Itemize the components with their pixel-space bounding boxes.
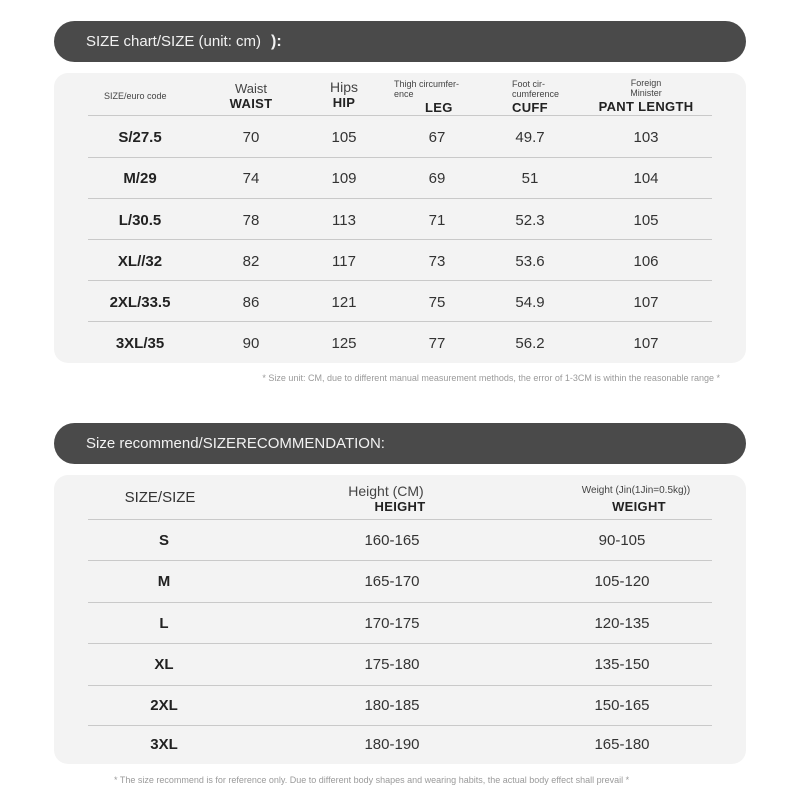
header-height-en: HEIGHT: [374, 499, 426, 514]
row-waist-value: 86: [242, 294, 260, 311]
rec-row-height: 165-170: [364, 573, 420, 590]
row-cuff-value: 49.7: [515, 129, 545, 146]
row-divider: [88, 157, 712, 158]
header-hip-en: HIP: [332, 95, 356, 110]
row-divider: [88, 643, 712, 644]
row-hip-value: 105: [331, 129, 357, 146]
row-length-value: 107: [633, 294, 659, 311]
row-divider: [88, 321, 712, 322]
rec-row-height: 180-190: [364, 736, 420, 753]
header-length-cn2: Minister: [630, 88, 662, 98]
header-cuff: [512, 79, 592, 115]
header-length-cn1: Foreign: [630, 78, 662, 88]
row-hip-value: 121: [331, 294, 357, 311]
row-hip-value: 109: [331, 170, 357, 187]
row-size-label: 3XL/35: [115, 335, 165, 352]
header-leg-en: LEG: [425, 100, 453, 115]
row-size-label: S/27.5: [118, 129, 162, 146]
header-cuff-cn2: cumference: [512, 89, 560, 99]
header-weight-cn: Weight (Jin(1Jin=0.5kg)): [581, 485, 691, 496]
header-height-cn: Height (CM): [348, 483, 424, 499]
rec-row-weight: 105-120: [594, 573, 650, 590]
rec-row-size: 3XL: [150, 736, 178, 753]
row-leg-value: 73: [428, 253, 446, 270]
header-length-en: PANT LENGTH: [598, 99, 694, 114]
rec-row-size: S: [158, 532, 169, 549]
header-leg-cn1: Thigh circumfer-: [394, 79, 460, 89]
rec-row-size: M: [157, 573, 171, 590]
row-size-label: 2XL/33.5: [109, 294, 171, 311]
header-rec-size: SIZE/SIZE: [124, 489, 196, 506]
row-leg-value: 67: [428, 129, 446, 146]
row-divider: [88, 685, 712, 686]
row-size-label: XL//32: [117, 253, 163, 270]
header-hip: [314, 79, 374, 110]
size-recommend-table: [54, 475, 746, 764]
row-cuff-value: 53.6: [515, 253, 545, 270]
header-waist: [221, 81, 281, 111]
rec-row-weight: 90-105: [598, 532, 646, 549]
header-leg: [394, 79, 494, 115]
row-divider: [88, 602, 712, 603]
row-cuff-value: 51: [521, 170, 539, 187]
row-length-value: 106: [633, 253, 659, 270]
row-leg-value: 69: [428, 170, 446, 187]
row-cuff-value: 54.9: [515, 294, 545, 311]
row-length-value: 105: [633, 212, 659, 229]
rec-row-weight: 135-150: [594, 656, 650, 673]
header-waist-en: WAIST: [229, 96, 273, 111]
row-hip-value: 113: [332, 212, 356, 229]
header-height: [336, 483, 436, 514]
row-divider: [88, 239, 712, 240]
size-chart-title: SIZE chart/SIZE (unit: cm): [86, 33, 262, 50]
rec-row-height: 180-185: [364, 697, 420, 714]
row-divider: [88, 198, 712, 199]
row-hip-value: 125: [331, 335, 357, 352]
row-waist-value: 78: [242, 212, 260, 229]
row-waist-value: 90: [242, 335, 260, 352]
header-weight-en: WEIGHT: [612, 499, 666, 514]
row-waist-value: 70: [242, 129, 260, 146]
rec-row-weight: 165-180: [594, 736, 650, 753]
row-divider: [88, 725, 712, 726]
rec-row-height: 175-180: [364, 656, 420, 673]
size-chart-note: * Size unit: CM, due to different manual measurement methods, the error of 1-3CM is within the reasonable range *: [262, 373, 720, 383]
header-hip-cn: Hips: [329, 79, 358, 95]
row-leg-value: 77: [428, 335, 446, 352]
row-divider: [88, 280, 712, 281]
row-leg-value: 75: [428, 294, 446, 311]
rec-row-weight: 120-135: [594, 615, 650, 632]
row-waist-value: 74: [242, 170, 260, 187]
row-divider: [88, 560, 712, 561]
header-cuff-en: CUFF: [512, 100, 548, 115]
size-recommend-title: Size recommend/SIZERECOMMENDATION:: [86, 435, 385, 452]
header-size: SIZE/euro code: [104, 91, 167, 101]
header-weight: [566, 485, 706, 514]
row-waist-value: 82: [242, 253, 260, 270]
row-cuff-value: 56.2: [515, 335, 545, 352]
rec-row-size: 2XL: [150, 697, 178, 714]
size-recommend-banner: [54, 423, 746, 464]
row-size-label: L/30.5: [118, 212, 162, 229]
header-leg-cn2: ence: [394, 89, 414, 99]
row-length-value: 104: [633, 170, 659, 187]
rec-row-height: 170-175: [364, 615, 420, 632]
header-length: [594, 78, 698, 114]
rec-row-weight: 150-165: [594, 697, 650, 714]
size-recommend-note: * The size recommend is for reference only. Due to different body shapes and wearing habits, the actual body effect shall prevail *: [114, 775, 630, 785]
row-hip-value: 117: [332, 253, 356, 270]
rec-row-height: 160-165: [364, 532, 420, 549]
header-cuff-cn1: Foot cir-: [512, 79, 546, 89]
size-chart-table: [54, 73, 746, 363]
row-divider: [88, 115, 712, 116]
row-length-value: 103: [633, 129, 659, 146]
size-chart-title-suffix: ):: [271, 33, 282, 50]
row-size-label: M/29: [123, 170, 157, 187]
row-divider: [88, 519, 712, 520]
row-length-value: 107: [633, 335, 659, 352]
row-cuff-value: 52.3: [515, 212, 545, 229]
size-chart-banner: [54, 21, 746, 62]
header-waist-cn: Waist: [234, 81, 268, 96]
rec-row-size: L: [159, 615, 169, 632]
row-leg-value: 71: [428, 212, 446, 229]
rec-row-size: XL: [154, 656, 174, 673]
